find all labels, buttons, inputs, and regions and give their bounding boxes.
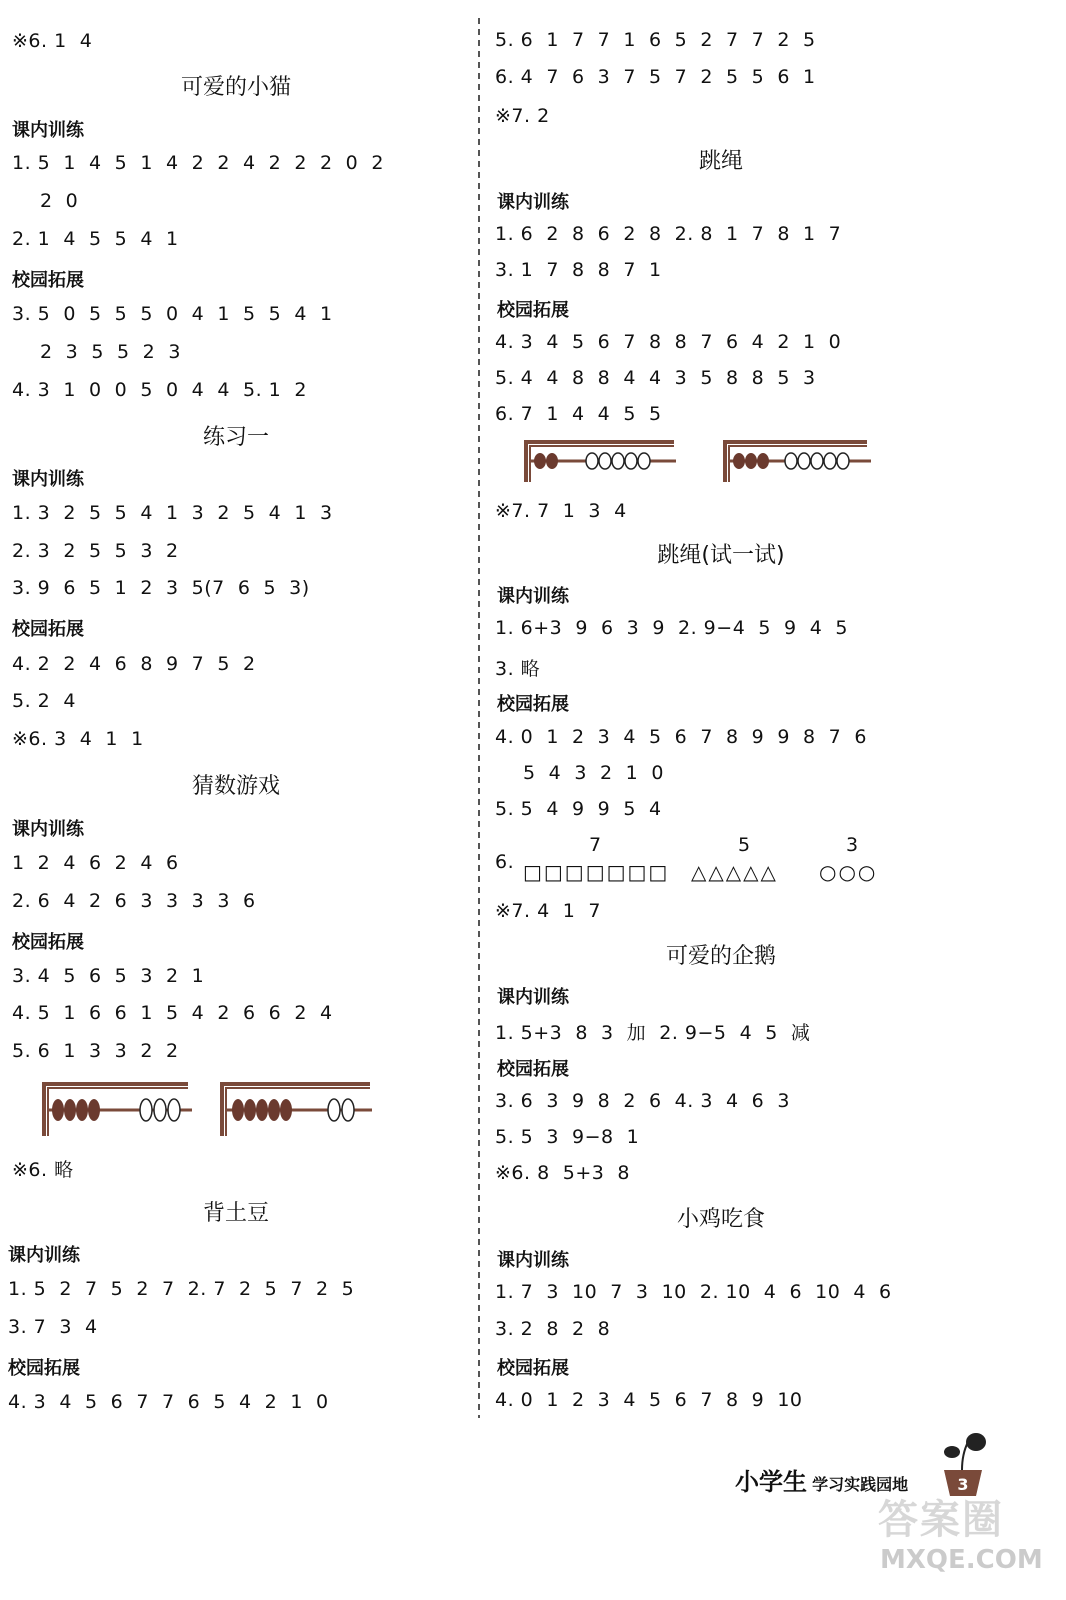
answer-line: ※6. 1 4 bbox=[12, 30, 93, 52]
answer-line: 2. 1 4 5 5 4 1 bbox=[12, 228, 179, 250]
subsection-label: 课内训练 bbox=[497, 586, 569, 607]
answer-line: 5. 4 4 8 8 4 4 3 5 8 8 5 3 bbox=[495, 367, 816, 389]
subsection-label: 课内训练 bbox=[8, 1245, 80, 1266]
answer-line: 2 3 5 5 2 3 bbox=[40, 341, 181, 363]
answer-line: 4. 0 1 2 3 4 5 6 7 8 9 9 8 7 6 bbox=[495, 726, 867, 748]
answer-line: ※7. 7 1 3 4 bbox=[495, 500, 627, 522]
subsection-label: 校园拓展 bbox=[12, 619, 84, 640]
abacus-figure-2 bbox=[214, 1078, 376, 1140]
subsection-label: 校园拓展 bbox=[12, 932, 84, 953]
shape-count: 5 bbox=[738, 834, 751, 856]
answer-line: 4. 3 4 5 6 7 8 8 7 6 4 2 1 0 bbox=[495, 331, 842, 353]
answer-line: 5. 2 4 bbox=[12, 690, 76, 712]
subsection-label: 校园拓展 bbox=[12, 270, 84, 291]
subsection-label: 课内训练 bbox=[497, 987, 569, 1008]
answer-line: 1. 3 2 5 5 4 1 3 2 5 4 1 3 bbox=[12, 502, 333, 524]
answer-line: 3. 2 8 2 8 bbox=[495, 1318, 611, 1340]
subsection-label: 校园拓展 bbox=[497, 1358, 569, 1379]
answer-line: 3. 1 7 8 8 7 1 bbox=[495, 259, 662, 281]
subsection-label: 校园拓展 bbox=[497, 694, 569, 715]
section-title: 可爱的小猫 bbox=[180, 75, 292, 100]
answer-line: 4. 3 1 0 0 5 0 4 4 5. 1 2 bbox=[12, 379, 307, 401]
answer-line: 1. 5+3 8 3 加 2. 9−5 4 5 减 bbox=[495, 1022, 811, 1044]
triangles-row: △△△△△ bbox=[691, 860, 778, 884]
section-title: 小鸡吃食 bbox=[676, 1207, 766, 1232]
watermark-url: MXQE.COM bbox=[880, 1545, 1043, 1575]
answer-line: 5. 5 3 9−8 1 bbox=[495, 1126, 640, 1148]
shape-count: 7 bbox=[589, 834, 602, 856]
answer-line: ※6. 略 bbox=[12, 1159, 74, 1181]
brand-subtitle: 学习实践园地 bbox=[812, 1475, 909, 1494]
answer-line: 4. 5 1 6 6 1 5 4 2 6 6 2 4 bbox=[12, 1002, 333, 1024]
subsection-label: 校园拓展 bbox=[497, 300, 569, 321]
answer-line: ※7. 2 bbox=[495, 105, 550, 127]
answer-line: 5 4 3 2 1 0 bbox=[523, 762, 664, 784]
answer-line: 3. 略 bbox=[495, 658, 541, 680]
answer-line: 1. 5 1 4 5 1 4 2 2 4 2 2 2 0 2 bbox=[12, 152, 384, 174]
answer-line: 4. 2 2 4 6 8 9 7 5 2 bbox=[12, 653, 256, 675]
answer-line: 5. 6 1 7 7 1 6 5 2 7 7 2 5 bbox=[495, 29, 816, 51]
section-title: 跳绳 bbox=[698, 149, 744, 174]
answer-line: 3. 4 5 6 5 3 2 1 bbox=[12, 965, 205, 987]
answer-line: ※7. 4 1 7 bbox=[495, 900, 602, 922]
answer-line: 2. 6 4 2 6 3 3 3 3 6 bbox=[12, 890, 256, 912]
answer-line: 5. 6 1 3 3 2 2 bbox=[12, 1040, 179, 1062]
answer-line: 6. bbox=[495, 851, 515, 873]
squares-row: □□□□□□□ bbox=[523, 860, 670, 884]
answer-line: 3. 9 6 5 1 2 3 5(7 6 5 3) bbox=[12, 577, 310, 599]
subsection-label: 课内训练 bbox=[12, 120, 84, 141]
answer-line: 3. 6 3 9 8 2 6 4. 3 4 6 3 bbox=[495, 1090, 790, 1112]
section-title: 练习一 bbox=[202, 425, 270, 450]
circles-row: ○○○ bbox=[819, 860, 878, 884]
answer-line: 6. 7 1 4 4 5 5 bbox=[495, 403, 662, 425]
answer-line: 4. 3 4 5 6 7 7 6 5 4 2 1 0 bbox=[8, 1391, 329, 1413]
answer-line: ※6. 3 4 1 1 bbox=[12, 728, 144, 750]
abacus-figure-3 bbox=[518, 436, 678, 486]
brand-title: 小学生 bbox=[735, 1468, 807, 1496]
abacus-figure-1 bbox=[36, 1078, 196, 1140]
answer-line: 1 2 4 6 2 4 6 bbox=[12, 852, 179, 874]
subsection-label: 校园拓展 bbox=[8, 1358, 80, 1379]
answer-line: 3. 7 3 4 bbox=[8, 1316, 98, 1338]
answer-line: 5. 5 4 9 9 5 4 bbox=[495, 798, 662, 820]
section-title: 跳绳(试一试) bbox=[657, 543, 785, 568]
subsection-label: 校园拓展 bbox=[497, 1059, 569, 1080]
column-divider bbox=[478, 18, 480, 1418]
answer-line: 2. 3 2 5 5 3 2 bbox=[12, 540, 179, 562]
answer-line: 1. 5 2 7 5 2 7 2. 7 2 5 7 2 5 bbox=[8, 1278, 355, 1300]
answer-line: ※6. 8 5+3 8 bbox=[495, 1162, 631, 1184]
answer-line: 1. 6+3 9 6 3 9 2. 9−4 5 9 4 5 bbox=[495, 617, 848, 639]
subsection-label: 课内训练 bbox=[497, 192, 569, 213]
watermark-logo: 答案圈 bbox=[878, 1497, 1004, 1543]
abacus-figure-4 bbox=[717, 436, 877, 486]
subsection-label: 课内训练 bbox=[12, 819, 84, 840]
answer-line: 4. 0 1 2 3 4 5 6 7 8 9 10 bbox=[495, 1389, 803, 1411]
answer-line: 6. 4 7 6 3 7 5 7 2 5 5 6 1 bbox=[495, 66, 816, 88]
subsection-label: 课内训练 bbox=[497, 1250, 569, 1271]
answer-line: 1. 7 3 10 7 3 10 2. 10 4 6 10 4 6 bbox=[495, 1281, 892, 1303]
section-title: 背土豆 bbox=[202, 1201, 270, 1226]
page-number: 3 bbox=[957, 1475, 969, 1494]
answer-line: 1. 6 2 8 6 2 8 2. 8 1 7 8 1 7 bbox=[495, 223, 842, 245]
answer-line: 3. 5 0 5 5 5 0 4 1 5 5 4 1 bbox=[12, 303, 333, 325]
section-title: 猜数游戏 bbox=[191, 774, 281, 799]
section-title: 可爱的企鹅 bbox=[665, 944, 777, 969]
subsection-label: 课内训练 bbox=[12, 469, 84, 490]
shape-count: 3 bbox=[846, 834, 859, 856]
answer-line: 2 0 bbox=[40, 190, 79, 212]
